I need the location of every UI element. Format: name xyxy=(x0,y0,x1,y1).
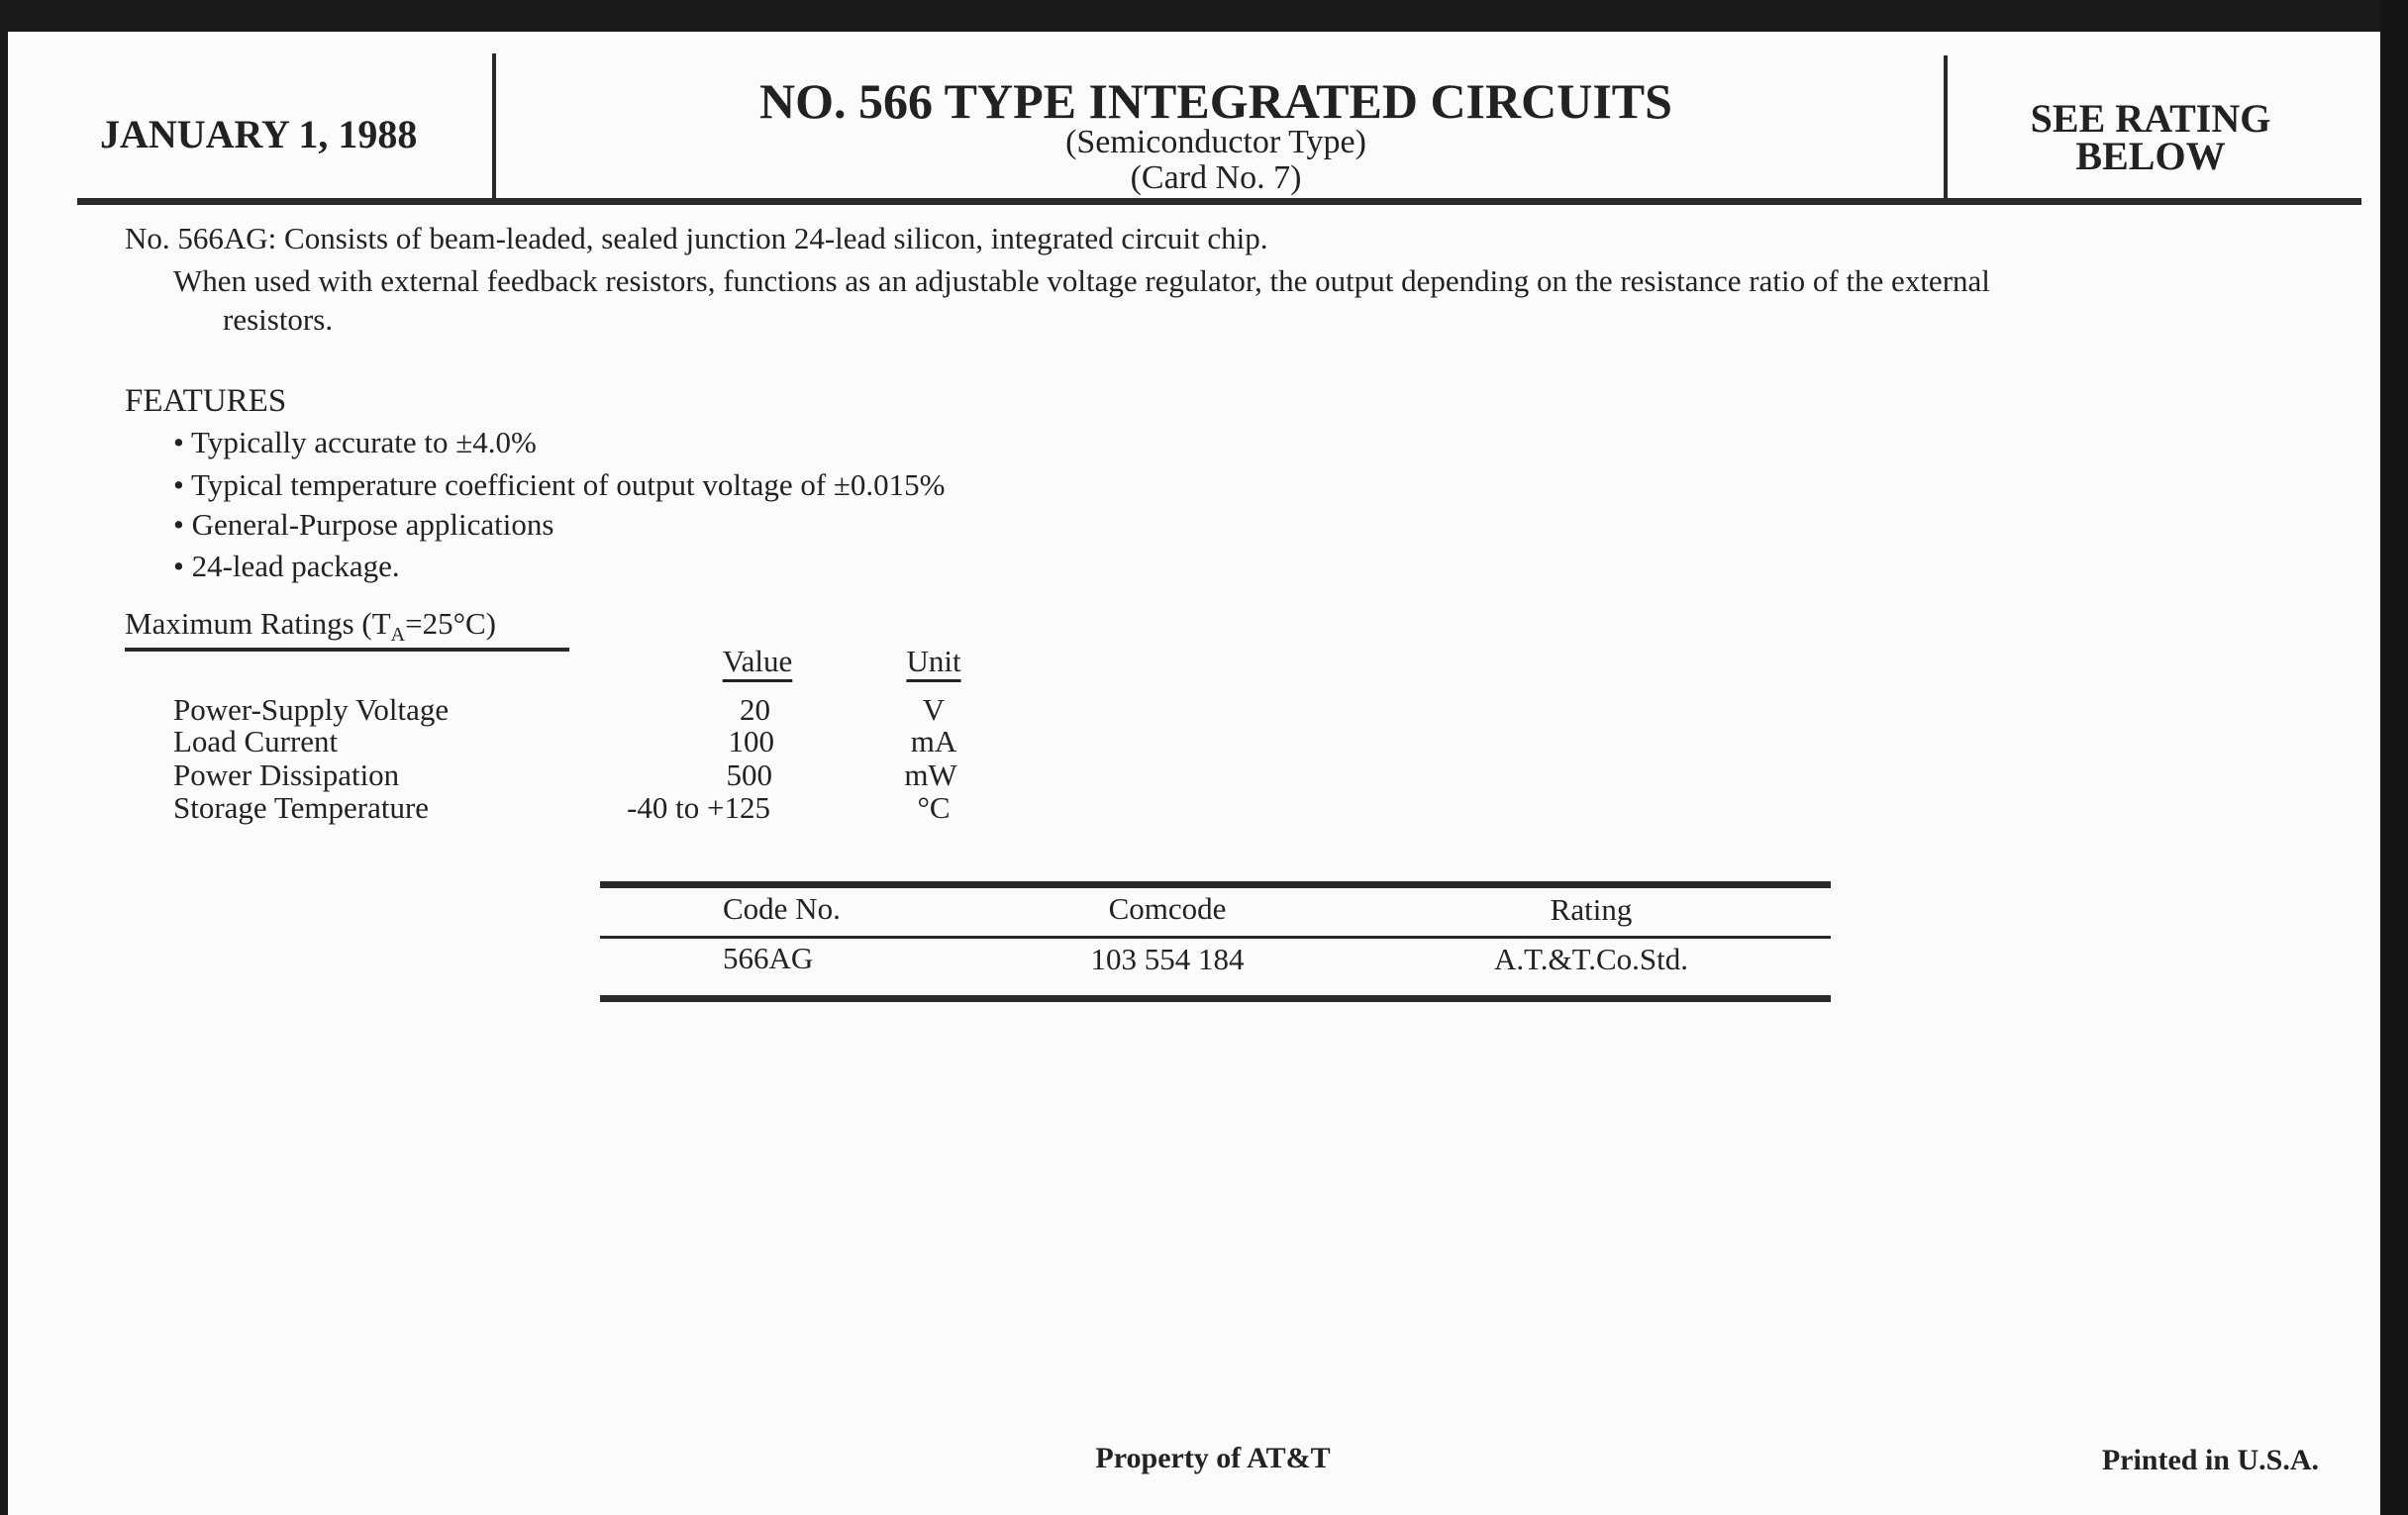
heading-subscript: A xyxy=(390,624,406,647)
feature-item: • General-Purpose applications xyxy=(173,507,554,542)
rating-label: Power-Supply Voltage xyxy=(173,692,450,727)
col-header-code: Code No. xyxy=(723,891,841,926)
page-title: NO. 566 TYPE INTEGRATED CIRCUITS xyxy=(759,73,1672,129)
cell-rating: A.T.&T.Co.Std. xyxy=(1493,942,1689,976)
col-header-rating: Rating xyxy=(1550,892,1633,927)
table-header-rule xyxy=(600,936,1831,939)
description-line2: When used with external feedback resistors, functions as an adjustable voltage regulator, the output depending on the resistance ratio of the external xyxy=(173,263,1990,298)
rating-value: 100 xyxy=(728,724,774,758)
header-divider-right xyxy=(1944,55,1948,202)
ratings-heading-rule xyxy=(125,648,569,652)
rating-note-line1: SEE RATING xyxy=(2030,96,2271,141)
card-date: JANUARY 1, 1988 xyxy=(100,112,418,156)
unit-header: Unit xyxy=(906,644,961,678)
rating-label: Storage Temperature xyxy=(173,790,430,825)
rating-value: -40 to +125 xyxy=(627,790,770,825)
feature-item: • 24-lead package. xyxy=(173,549,400,583)
value-header: Value xyxy=(722,644,793,678)
header-divider-left xyxy=(492,53,496,202)
rating-label: Power Dissipation xyxy=(173,758,400,792)
heading-text: Maximum Ratings (T xyxy=(125,606,391,641)
description-line3: resistors. xyxy=(223,302,334,337)
table-top-rule xyxy=(600,881,1831,888)
page-subtitle: (Semiconductor Type) xyxy=(1065,124,1366,160)
scan-edge xyxy=(2380,0,2408,1515)
cell-comcode: 103 554 184 xyxy=(1090,942,1245,976)
cell-code: 566AG xyxy=(723,941,814,975)
card-number: (Card No. 7) xyxy=(1130,159,1302,196)
footer-printed: Printed in U.S.A. xyxy=(2101,1444,2319,1476)
header-rule xyxy=(77,198,2361,205)
feature-item: • Typical temperature coefficient of output voltage of ±0.015% xyxy=(173,467,946,502)
col-header-comcode: Comcode xyxy=(1108,891,1227,926)
rating-unit: mW xyxy=(904,758,957,792)
rating-unit: °C xyxy=(917,790,951,825)
feature-item: • Typically accurate to ±4.0% xyxy=(173,425,537,459)
rating-value: 20 xyxy=(740,692,770,727)
rating-unit: mA xyxy=(910,724,957,758)
footer-property: Property of AT&T xyxy=(1095,1442,1331,1474)
rating-note-line2: BELOW xyxy=(2075,134,2226,178)
rating-label: Load Current xyxy=(173,724,339,758)
table-bottom-rule xyxy=(600,995,1831,1002)
rating-value: 500 xyxy=(726,758,772,792)
heading-text: =25°C) xyxy=(405,606,496,641)
max-ratings-heading xyxy=(125,608,496,645)
description-line1: No. 566AG: Consists of beam-leaded, sealed junction 24-lead silicon, integrated circuit chip. xyxy=(125,221,1268,255)
features-heading: FEATURES xyxy=(125,383,287,419)
rating-unit: V xyxy=(922,692,946,727)
